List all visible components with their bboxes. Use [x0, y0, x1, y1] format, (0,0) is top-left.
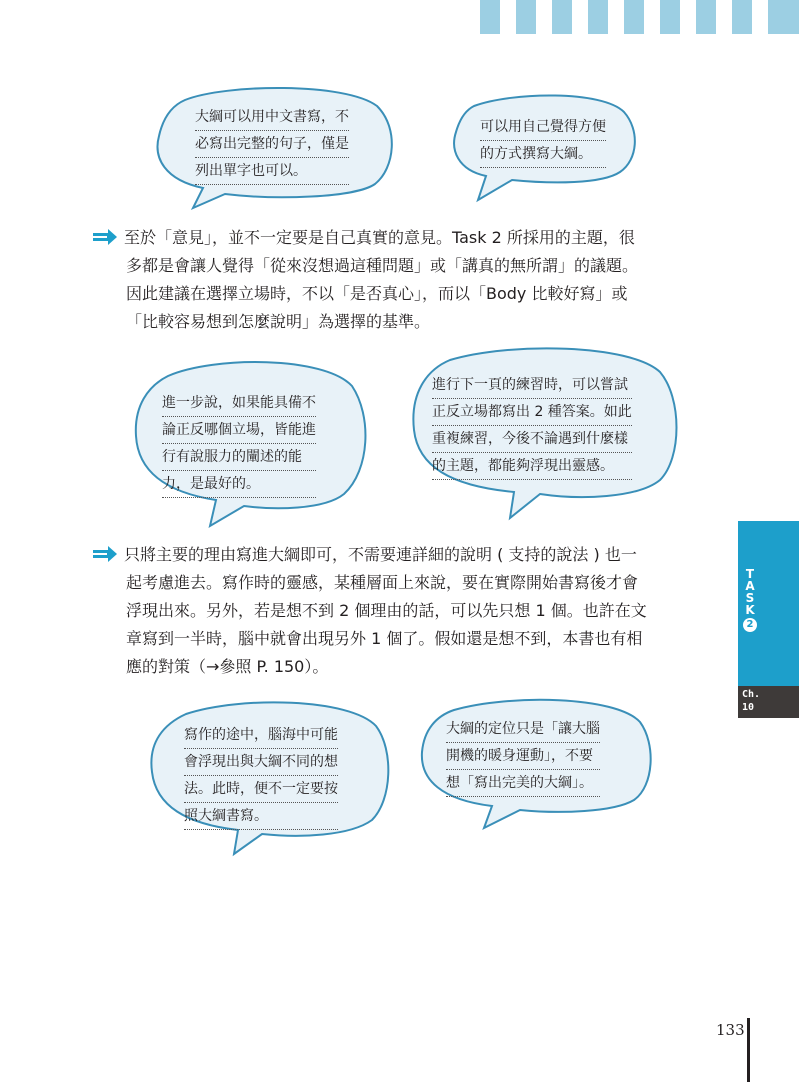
- bubble-text: 大綱的定位只是「讓大腦 開機的暖身運動」，不要 想「寫出完美的大綱」。: [446, 716, 600, 797]
- stripe: [660, 0, 680, 34]
- paragraph: [92, 541, 717, 681]
- bubble-text: 寫作的途中，腦海中可能 會浮現出與大綱不同的想 法。此時，便不一定要按 照大綱書寫。: [184, 722, 338, 830]
- paragraph: [92, 224, 717, 336]
- stripe: [732, 0, 752, 34]
- speech-bubble: [134, 360, 366, 528]
- paragraph-line: 起考慮進去。寫作時的靈感，某種層面上來說，要在實際開始書寫後才會: [126, 573, 639, 592]
- bubble-text: 進一步說，如果能具備不 論正反哪個立場，皆能進 行有說服力的闡述的能 力，是最好的。: [162, 390, 316, 498]
- paragraph-line: 只將主要的理由寫進大綱即可，不需要連詳細的說明 ( 支持的說法 ) 也一: [124, 545, 637, 564]
- page-number-bar: [747, 1018, 750, 1082]
- stripe: [516, 0, 536, 34]
- paragraph-line: 應的對策（→參照 P. 150）。: [126, 657, 329, 676]
- paragraph-line: 章寫到一半時，腦中就會出現另外 1 個了。假如還是想不到，本書也有相: [126, 629, 643, 648]
- double-arrow-icon: [92, 546, 118, 562]
- stripe: [624, 0, 644, 34]
- paragraph-line: 「比較容易想到怎麼說明」為選擇的基準。: [126, 312, 431, 331]
- header-stripes: [480, 0, 799, 34]
- speech-bubble: [150, 702, 390, 854]
- speech-bubble: [410, 348, 680, 518]
- task-number-badge: 2: [743, 618, 757, 632]
- speech-bubble: [155, 88, 395, 208]
- double-arrow-icon: [92, 229, 118, 245]
- page-number: 133: [716, 1021, 745, 1039]
- chapter-label: Ch. 10: [742, 689, 761, 713]
- speech-bubble: [452, 96, 636, 200]
- speech-bubble: [420, 700, 652, 828]
- stripe: [696, 0, 716, 34]
- paragraph-line: 至於「意見」，並不一定要是自己真實的意見。Task 2 所採用的主題，很: [124, 228, 635, 247]
- bubble-text: 大綱可以用中文書寫，不 必寫出完整的句子，僅是 列出單字也可以。: [195, 104, 349, 185]
- bubble-text: 進行下一頁的練習時，可以嘗試 正反立場都寫出 2 種答案。如此 重複練習，今後不論遇到什麼樣 的主題，都能夠浮現出靈感。: [432, 372, 632, 480]
- stripe: [480, 0, 500, 34]
- stripe: [768, 0, 799, 34]
- paragraph-line: 多都是會讓人覺得「從來沒想過這種問題」或「講真的無所謂」的議題。: [126, 256, 639, 275]
- stripe: [552, 0, 572, 34]
- paragraph-line: 浮現出來。另外，若是想不到 2 個理由的話，可以先只想 1 個。也許在文: [126, 601, 647, 620]
- task-label: T A S K 2: [740, 568, 760, 632]
- paragraph-line: 因此建議在選擇立場時，不以「是否真心」，而以「Body 比較好寫」或: [126, 284, 628, 303]
- stripe: [588, 0, 608, 34]
- bubble-text: 可以用自己覺得方便 的方式撰寫大綱。: [480, 114, 606, 168]
